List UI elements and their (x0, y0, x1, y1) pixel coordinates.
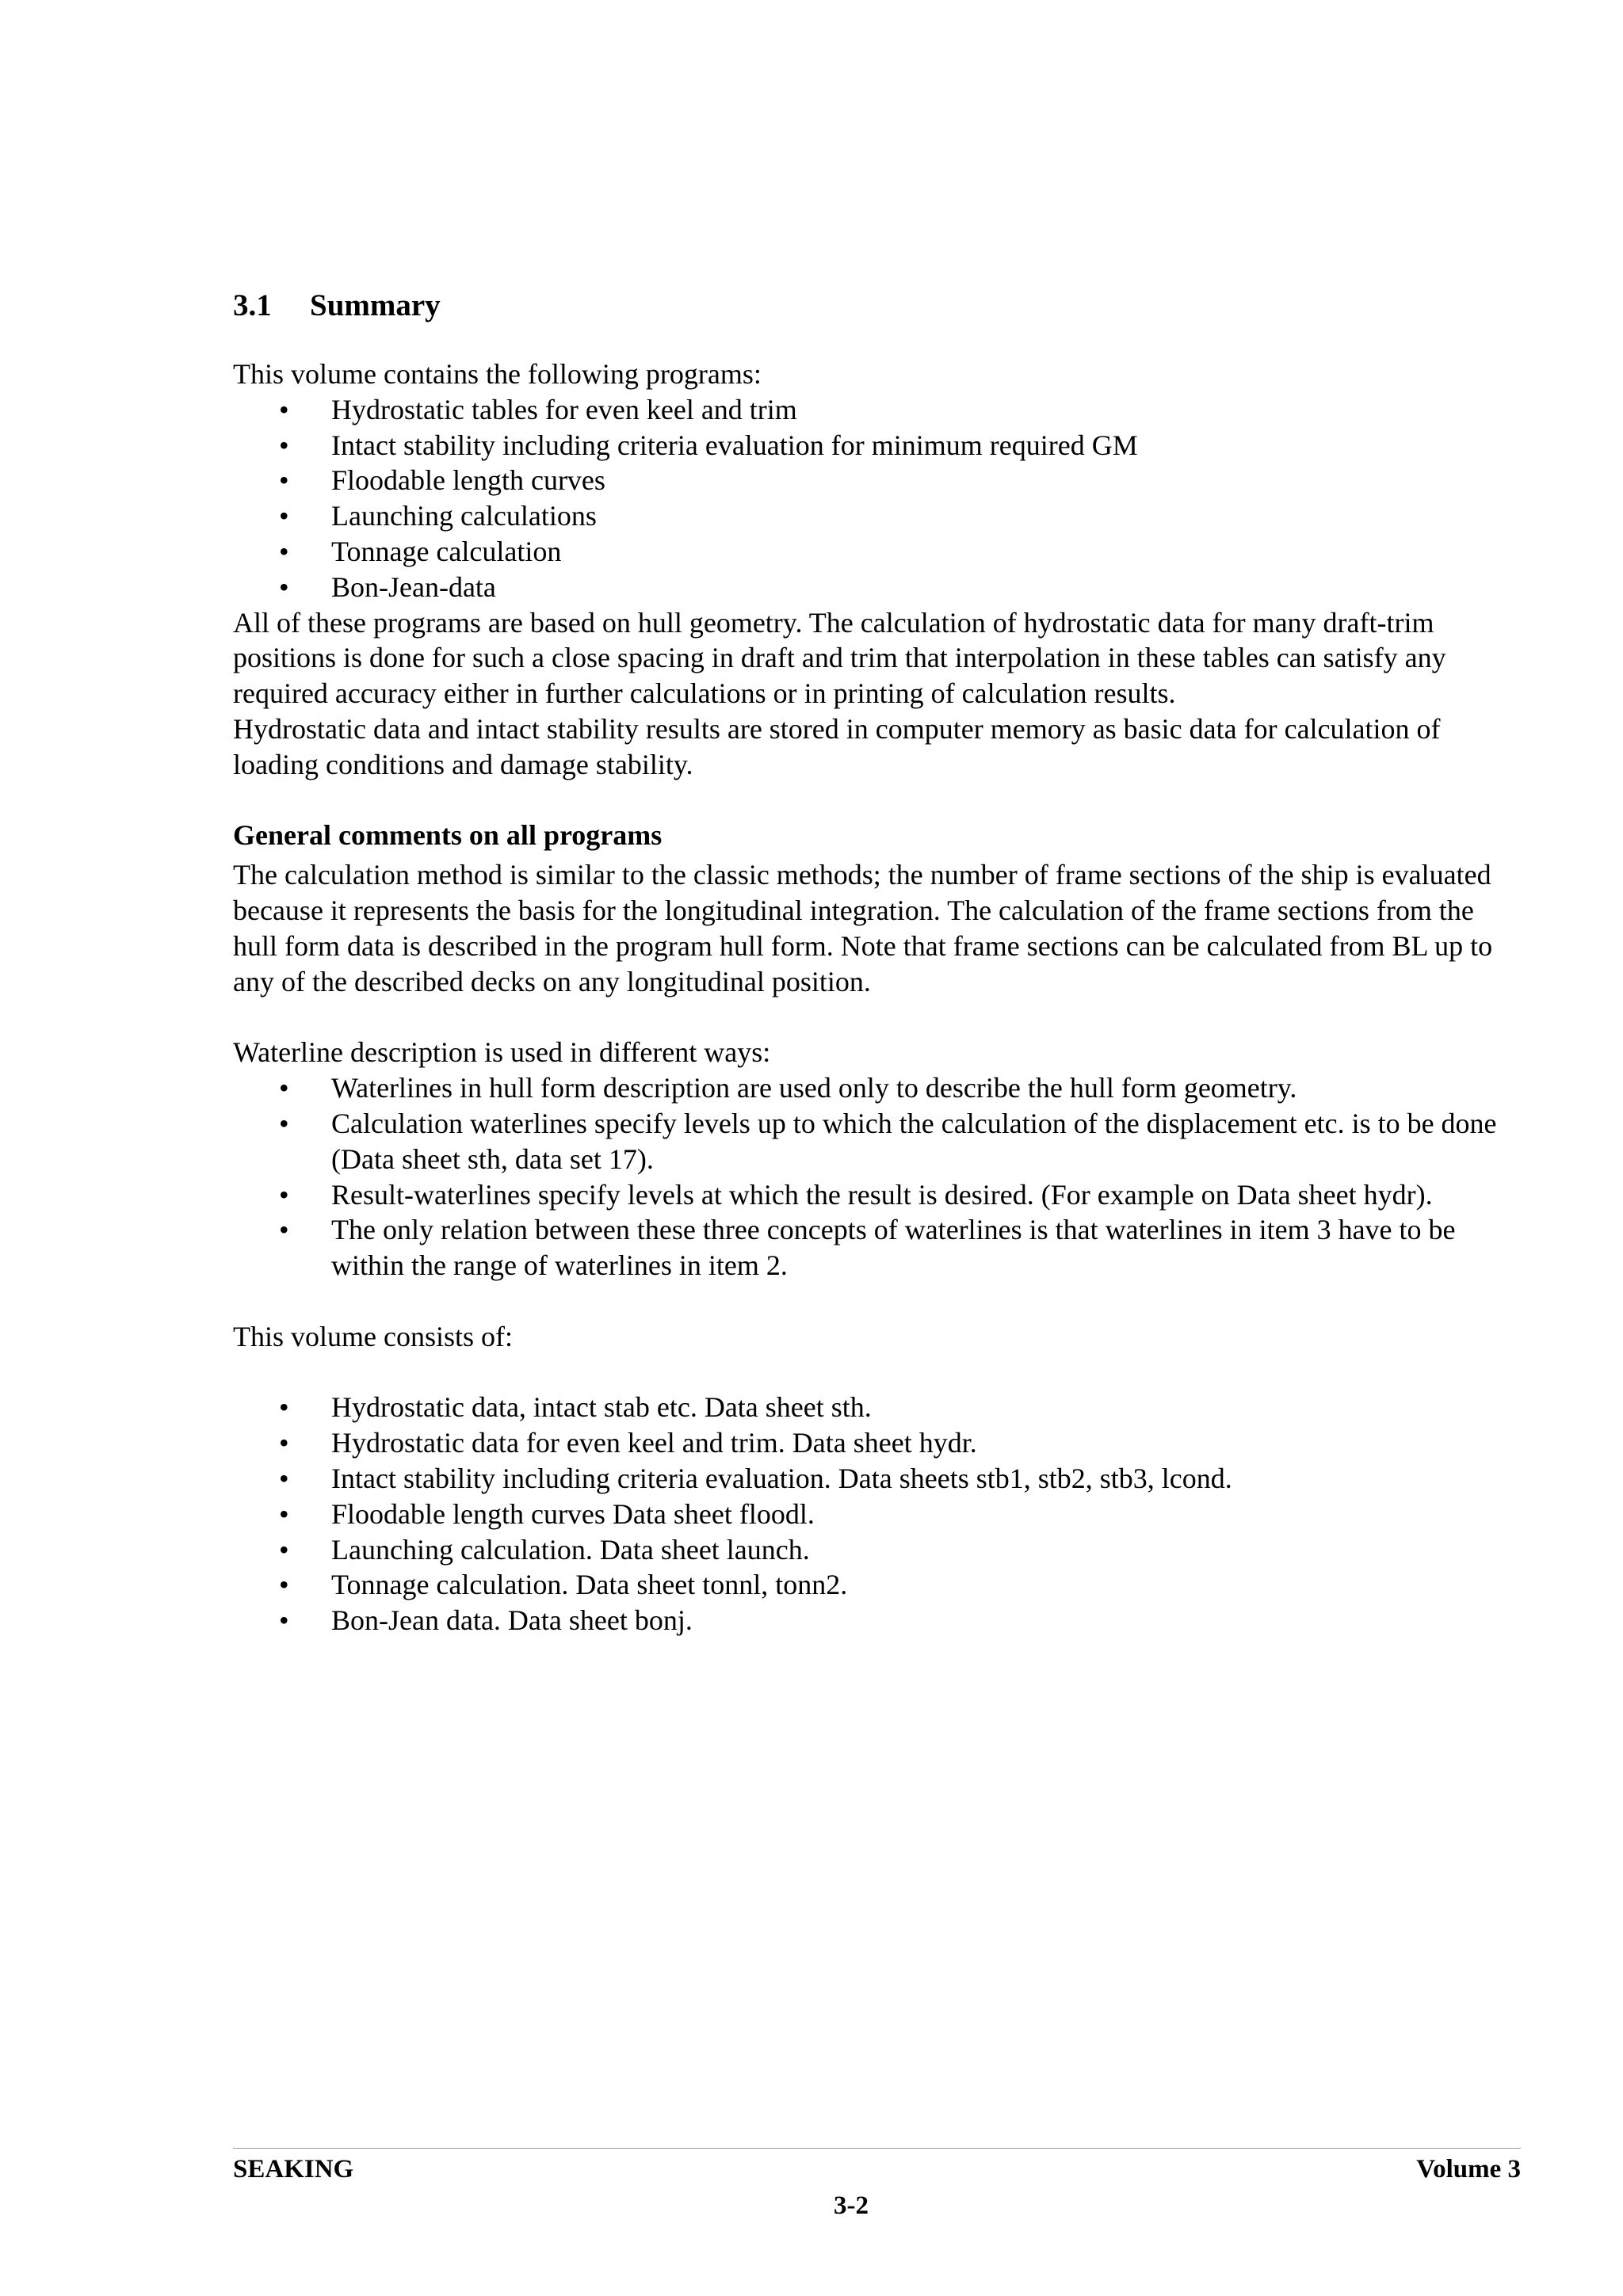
list-item-text: Launching calculations (331, 500, 597, 532)
bullet-icon: • (279, 1604, 289, 1637)
paragraph-hydrostatic-data: Hydrostatic data and intact stability results are stored in computer memory as basic data for calculation of loading conditions and damage stability. (233, 712, 1441, 780)
bullet-icon: • (279, 535, 289, 567)
bullet-icon: • (279, 1072, 289, 1104)
list-item (233, 1497, 1521, 1532)
list-item-text: Hydrostatic data for even keel and trim. Data sheet hydr. (331, 1427, 977, 1459)
bullet-icon: • (279, 429, 289, 461)
list-item (233, 1567, 1521, 1603)
section-heading (233, 287, 1521, 325)
list-item (233, 463, 1521, 498)
list-item (233, 1390, 1521, 1425)
footer-product-name: SEAKING (233, 2155, 354, 2183)
consists-intro: This volume consists of: (233, 1320, 513, 1352)
list-item (233, 392, 1521, 428)
list-item-text: Hydrostatic tables for even keel and trim (331, 393, 797, 425)
list-item-text: Intact stability including criteria evaluation. Data sheets stb1, stb2, stb3, lcond. (331, 1462, 1232, 1494)
bullet-icon: • (279, 1107, 289, 1139)
programs-list (233, 392, 1521, 605)
bullet-icon: • (279, 570, 289, 603)
bullet-icon: • (279, 464, 289, 497)
list-item-text: Tonnage calculation (331, 535, 562, 567)
list-item (233, 498, 1521, 534)
general-comments-text: The calculation method is similar to the classic methods; the number of frame sections of the ship is evaluated because it represents the basis for the longitudinal integration. The calculation of the frame sections from the hull form data is described in the program hull form. Note that frame sections can be calculated from BL up to any of the described decks on any longitudinal position. (233, 859, 1493, 997)
bullet-icon: • (279, 393, 289, 425)
consists-list (233, 1390, 1521, 1638)
bullet-icon: • (279, 1462, 289, 1494)
list-item (233, 1603, 1521, 1638)
section-title: Summary (310, 288, 441, 322)
bullet-icon: • (279, 1569, 289, 1601)
list-item (233, 1070, 1521, 1106)
list-item-text: Intact stability including criteria evaluation for minimum required GM (331, 429, 1138, 461)
list-item-text: Waterlines in hull form description are used only to describe the hull form geometry. (331, 1072, 1297, 1104)
list-item (233, 570, 1521, 605)
list-item-text: Floodable length curves (331, 464, 605, 497)
bullet-icon: • (279, 1533, 289, 1566)
bullet-icon: • (279, 1391, 289, 1424)
paragraph-hull-geometry: All of these programs are based on hull geometry. The calculation of hydrostatic data for many draft-trim positions is done for such a close spacing in draft and trim that interpolation in these tables can satisfy any required accuracy either in further calculations or in printing of calculation results. (233, 606, 1446, 710)
general-comments-heading: General comments on all programs (233, 818, 663, 851)
list-item-text: The only relation between these three concepts of waterlines is that waterlines in item 3 have to be within the range of waterlines in item 2. (331, 1214, 1456, 1282)
list-item (233, 428, 1521, 463)
section-number: 3.1 (233, 288, 272, 322)
footer-volume: Volume 3 (1416, 2155, 1521, 2183)
list-item (233, 1106, 1521, 1177)
list-item (233, 1177, 1521, 1213)
list-item-text: Bon-Jean-data (331, 570, 496, 603)
list-item-text: Hydrostatic data, intact stab etc. Data sheet sth. (331, 1391, 872, 1424)
bullet-icon: • (279, 1427, 289, 1459)
list-item-text: Calculation waterlines specify levels up to which the calculation of the displacement etc. is to be done (Data sheet sth, data set 17). (331, 1107, 1497, 1175)
list-item-text: Launching calculation. Data sheet launch. (331, 1533, 810, 1566)
list-item-text: Tonnage calculation. Data sheet tonnl, tonn2. (331, 1569, 848, 1601)
list-item (233, 1461, 1521, 1497)
list-item (233, 1532, 1521, 1568)
list-item-text: Result-waterlines specify levels at which the result is desired. (For example on Data sheet hydr). (331, 1178, 1433, 1211)
list-item-text: Bon-Jean data. Data sheet bonj. (331, 1604, 693, 1637)
list-item (233, 1425, 1521, 1461)
bullet-icon: • (279, 1214, 289, 1246)
waterline-list (233, 1070, 1521, 1283)
waterline-intro: Waterline description is used in different ways: (233, 1036, 771, 1069)
list-item (233, 534, 1521, 570)
list-item-text: Floodable length curves Data sheet floodl. (331, 1497, 815, 1530)
list-item (233, 1212, 1521, 1283)
page-content (233, 287, 1521, 1638)
footer-divider (233, 2148, 1521, 2149)
intro-text: This volume contains the following programs: (233, 358, 762, 390)
bullet-icon: • (279, 1497, 289, 1530)
bullet-icon: • (279, 500, 289, 532)
bullet-icon: • (279, 1178, 289, 1211)
page-number: 3-2 (834, 2191, 869, 2220)
